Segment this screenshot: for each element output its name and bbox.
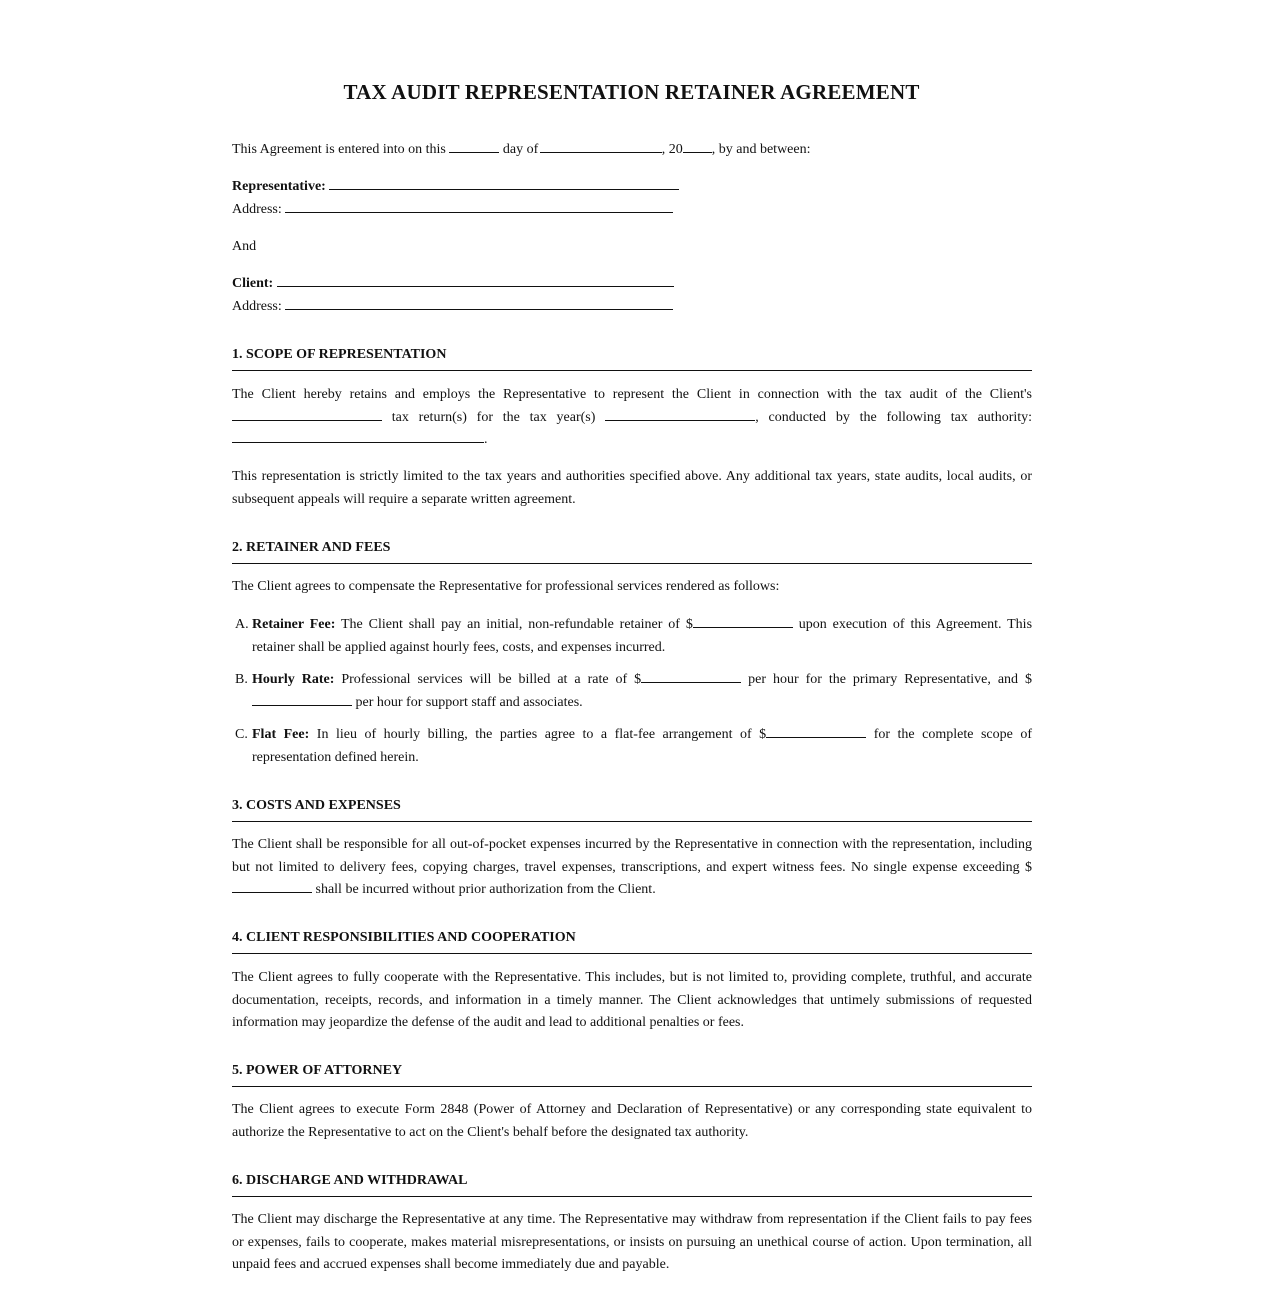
representative-label: Representative: [232,179,326,194]
retainer-amount-blank[interactable] [693,614,793,628]
section-5-paragraph: The Client agrees to execute Form 2848 (Power of Attorney and Declaration of Representative) or any corresponding state equivalent to authorize the Representative to act on the Client's behalf before the designated tax authority. [232,1102,1032,1140]
intro-text-2: day of [502,142,539,157]
hourly-text-b: per hour for the primary Representative, and $ [748,672,1033,687]
month-blank[interactable] [540,139,662,153]
flat-text-a: In lieu of hourly billing, the parties agree to a flat-fee arrangement of $ [316,727,767,742]
primary-rate-blank[interactable] [641,669,741,683]
representative-line [232,176,679,199]
section-1-paragraph-1 [232,384,1032,452]
tax-authority-blank[interactable] [232,429,484,443]
and-text: And [232,239,257,254]
year-blank[interactable] [683,139,712,153]
s3-text-b: shall be incurred without prior authorization from the Client. [315,882,656,897]
day-blank[interactable] [449,139,499,153]
section-5-heading: 5. POWER OF ATTORNEY [232,1062,1032,1087]
section-2-heading: 2. RETAINER AND FEES [232,539,1032,564]
flat-fee-amount-blank[interactable] [766,724,866,738]
tax-return-type-blank[interactable] [232,407,382,421]
retainer-text-b: upon execution of this Agreement. This retainer shall be applied against hourly fees, costs, and expenses incurred. [252,617,1033,655]
intro-line [232,139,811,162]
representative-name-blank[interactable] [329,176,679,190]
representative-address-line [232,199,673,222]
hourly-rate-label: Hourly Rate: [252,672,335,687]
flat-text-b: for the complete scope of representation defined herein. [252,727,1033,765]
section-1-heading: 1. SCOPE OF REPRESENTATION [232,346,1032,371]
s1-text-a: The Client hereby retains and employs the Representative to represent the Client in connection with the tax audit of the Client's [232,387,1032,402]
intro-text-3: , 20 [661,142,683,157]
client-address-label: Address: [232,299,282,314]
flat-fee-label: Flat Fee: [252,727,310,742]
fee-item-hourly [232,669,1032,714]
section-3-heading: 3. COSTS AND EXPENSES [232,797,1032,822]
fee-item-flat [232,724,1032,769]
item-letter: A. [235,617,249,632]
client-address-line [232,296,673,319]
client-label: Client: [232,276,274,291]
representative-address-label: Address: [232,202,282,217]
s1-text-c: , conducted by the following tax authority: [755,409,1033,425]
retainer-fee-label: Retainer Fee: [252,617,336,632]
client-name-blank[interactable] [277,273,674,287]
client-address-blank[interactable] [285,296,673,310]
section-3-paragraph [232,834,1032,902]
intro-text-4: , by and between: [711,142,811,157]
section-6-heading: 6. DISCHARGE AND WITHDRAWAL [232,1172,1032,1197]
hourly-text-c: per hour for support staff and associates. [355,694,583,710]
section-1-paragraph-2: This representation is strictly limited to the tax years and authorities specified above. Any additional tax years, state audits, local audits, or subsequent appeals will require a separate written agreement. [232,469,1032,507]
section-4-heading: 4. CLIENT RESPONSIBILITIES AND COOPERATION [232,929,1032,954]
s1-text-d: . [484,432,488,447]
document-title: TAX AUDIT REPRESENTATION RETAINER AGREEMENT [343,80,920,104]
hourly-text-a: Professional services will be billed at a rate of $ [341,672,642,687]
fee-item-retainer [232,614,1032,659]
s3-text-a: The Client shall be responsible for all out-of-pocket expenses incurred by the Representative in connection with the representation, including but not limited to delivery fees, copying charges, travel expenses, transcriptions, and expert witness fees. No single expense exceeding $ [232,837,1032,875]
expense-limit-blank[interactable] [232,879,312,893]
representative-address-blank[interactable] [285,199,673,213]
section-4-paragraph: The Client agrees to fully cooperate with the Representative. This includes, but is not limited to, providing complete, truthful, and accurate documentation, receipts, records, and information in a timely manner. The Client acknowledges that untimely submissions of requested information may jeopardize the defense of the audit and lead to additional penalties or fees. [232,970,1032,1030]
intro-text-1: This Agreement is entered into on this [232,142,446,157]
section-6-paragraph: The Client may discharge the Representative at any time. The Representative may withdraw from representation if the Client fails to pay fees or expenses, fails to cooperate, makes material misrepresentations, or insists on pursuing an unethical course of action. Upon termination, all unpaid fees and accrued expenses shall become immediately due and payable. [232,1212,1032,1272]
s1-text-b: tax return(s) for the tax year(s) [391,409,596,425]
section-2-intro: The Client agrees to compensate the Representative for professional services rendered as follows: [232,579,780,594]
support-rate-blank[interactable] [252,692,352,706]
client-line [232,273,674,296]
item-letter: B. [235,672,248,687]
retainer-text-a: The Client shall pay an initial, non-refundable retainer of $ [341,617,693,632]
item-letter: C. [235,727,248,742]
tax-years-blank[interactable] [605,407,755,421]
